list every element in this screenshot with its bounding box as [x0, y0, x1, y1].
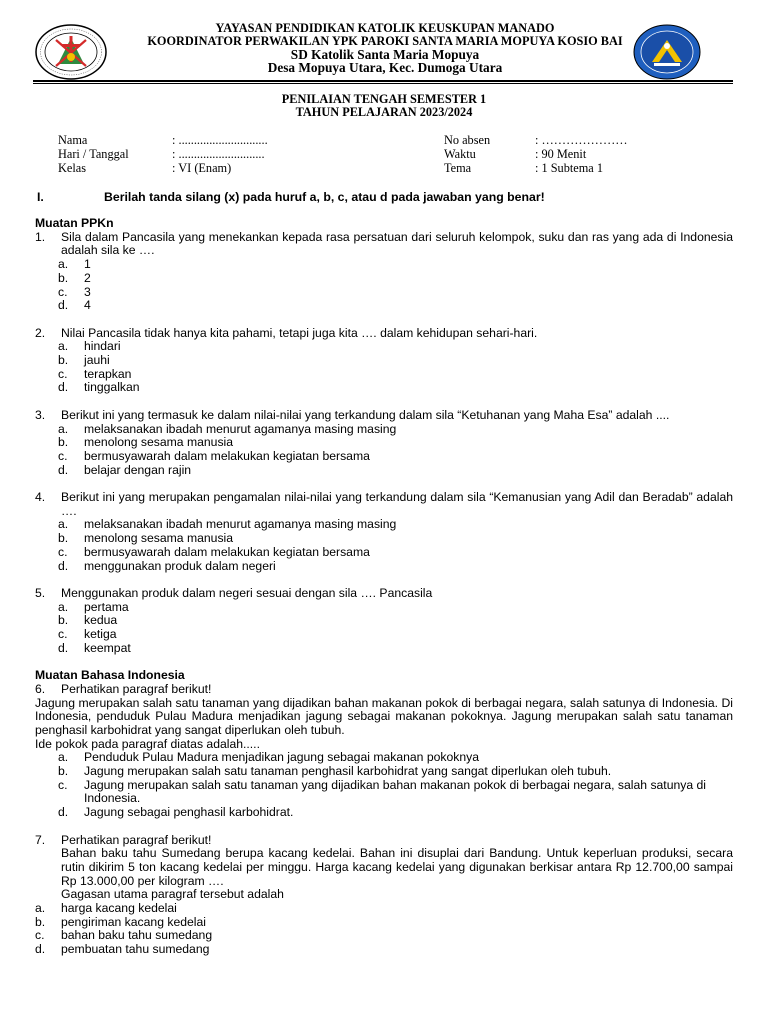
option-letter: b. — [58, 764, 69, 779]
question-text: Berikut ini yang merupakan pengamalan nilai-nilai yang terkandung dalam sila “Kemanusian yang Adil dan Beradab” adalah …. — [61, 490, 733, 518]
exam-content — [35, 217, 733, 957]
option-text: 1 — [84, 257, 91, 272]
option[interactable] — [58, 340, 733, 354]
question-prompt: Perhatikan paragraf berikut! — [61, 832, 212, 847]
option-letter: c. — [35, 928, 45, 943]
school-letterhead — [120, 22, 650, 74]
reading-paragraph-6: Jagung merupakan salah satu tanaman yang dijadikan bahan makanan pokok di berbagai negara, salah satunya di Indonesia. Di Indonesia, penduduk Pulau Madura menjadikan jagung sebagai makanan pokoknya. Jagung merupakan salah satu tanaman penghasil karbohidrat yang sangat diperlukan oleh tubuh. — [35, 695, 733, 737]
option-letter: b. — [58, 353, 69, 368]
tut-wuri-handayani-logo — [632, 24, 702, 80]
option-letter: d. — [58, 380, 69, 395]
option[interactable] — [58, 423, 733, 437]
info-row-absen — [444, 133, 734, 147]
option[interactable] — [58, 546, 733, 560]
question-text: Gagasan utama paragraf tersebut adalah — [61, 887, 284, 902]
option-text: pertama — [84, 599, 129, 614]
info-label: Kelas — [58, 161, 86, 175]
option[interactable] — [58, 286, 733, 300]
option[interactable] — [58, 354, 733, 368]
question-7 — [35, 834, 733, 848]
option-text: bermusyawarah dalam melakukan kegiatan bersama — [84, 544, 370, 559]
option-letter: a. — [58, 599, 69, 614]
question-prompt: Perhatikan paragraf berikut! — [61, 681, 212, 696]
option[interactable] — [58, 464, 733, 478]
option[interactable] — [58, 628, 733, 642]
options-q6 — [35, 751, 733, 820]
option[interactable] — [58, 806, 733, 820]
option-text: menggunakan produk dalam negeri — [84, 558, 276, 573]
option[interactable] — [58, 532, 733, 546]
option-text: ketiga — [84, 627, 117, 642]
option-letter: c. — [58, 366, 68, 381]
option-letter: a. — [58, 421, 69, 436]
option-letter: c. — [58, 284, 68, 299]
option-letter: a. — [58, 339, 69, 354]
question-1 — [35, 231, 733, 258]
option-text: 2 — [84, 270, 91, 285]
option-letter: b. — [58, 435, 69, 450]
option-text: kedua — [84, 613, 118, 628]
name-field: : ............................. — [172, 133, 268, 147]
time-field: : 90 Menit — [535, 147, 587, 161]
option-text: menolong sesama manusia — [84, 531, 234, 546]
options-q3 — [35, 423, 733, 478]
question-text: Berikut ini yang termasuk ke dalam nilai-nilai yang terkandung dalam sila “Ketuhanan yang Maha Esa” adalah .... — [61, 407, 670, 422]
option[interactable] — [58, 779, 733, 806]
instruction-number: I. — [37, 190, 44, 204]
option[interactable] — [58, 642, 733, 656]
question-text: Menggunakan produk dalam negeri sesuai dengan sila …. Pancasila — [61, 585, 433, 600]
ypk-logo — [34, 24, 108, 80]
option-text: Jagung sebagai penghasil karbohidrat. — [84, 805, 294, 820]
instruction-text: Berilah tanda silang (x) pada huruf a, b, c, atau d pada jawaban yang benar! — [104, 190, 545, 204]
option-text: pengiriman kacang kedelai — [61, 914, 206, 929]
option-letter: c. — [58, 448, 68, 463]
question-text: Ide pokok pada paragraf diatas adalah..... — [35, 736, 260, 751]
option-letter: a. — [58, 517, 69, 532]
info-label: Tema — [444, 161, 472, 175]
option-letter: c. — [58, 627, 68, 642]
option-text: menolong sesama manusia — [84, 435, 234, 450]
coordinator-name: KOORDINATOR PERWAKILAN YPK PAROKI SANTA MARIA MOPUYA KOSIO BAI — [147, 34, 623, 48]
option-letter: d. — [35, 942, 46, 957]
option-letter: c. — [58, 777, 68, 792]
option[interactable] — [58, 518, 733, 532]
question-number: 7. — [35, 832, 46, 847]
reading-paragraph-7: Bahan baku tahu Sumedang berupa kacang kedelai. Bahan ini disuplai dari Bandung. Untuk keperluan produksi, secara rutin dikirim 5 ton kacang kedelai per minggu. Harga kacang kedelai yang digunakan berkisar antara Rp 12.700,00 sampai Rp 13.000,00 per kilogram …. — [61, 846, 733, 888]
class-field: : VI (Enam) — [172, 161, 232, 175]
student-info-right — [444, 133, 734, 175]
option-letter: b. — [35, 914, 46, 929]
option-text: jauhi — [84, 353, 110, 368]
option[interactable] — [58, 614, 733, 628]
question-number: 5. — [35, 585, 46, 600]
option-text: 3 — [84, 284, 91, 299]
option-letter: b. — [58, 531, 69, 546]
question-number: 6. — [35, 681, 46, 696]
option-letter: d. — [58, 462, 69, 477]
option[interactable] — [35, 916, 733, 930]
option[interactable] — [58, 368, 733, 382]
option-text: keempat — [84, 640, 131, 655]
option-letter: a. — [58, 257, 69, 272]
option[interactable] — [35, 943, 733, 957]
option-letter: b. — [58, 270, 69, 285]
question-text: Nilai Pancasila tidak hanya kita pahami, tetapi juga kita …. dalam kehidupan sehari-hari. — [61, 325, 538, 340]
question-text: Sila dalam Pancasila yang menekankan kepada rasa persatuan dari seluruh kelompok, suku dan ras yang ada di Indonesia adalah sila ke …. — [61, 229, 733, 258]
option-text: harga kacang kedelai — [61, 901, 177, 916]
student-info-left — [58, 133, 358, 175]
option[interactable] — [58, 436, 733, 450]
absen-field: : ………………… — [535, 133, 628, 147]
info-label: No absen — [444, 133, 491, 147]
info-row-time — [444, 147, 734, 161]
section-title-bahasa-indonesia: Muatan Bahasa Indonesia — [35, 668, 185, 683]
question-2 — [35, 327, 733, 341]
exam-title — [0, 93, 768, 119]
letterhead-rule-thin — [33, 83, 733, 84]
exam-title-line2: TAHUN PELAJARAN 2023/2024 — [295, 105, 473, 119]
option-text: pembuatan tahu sumedang — [61, 942, 210, 957]
question-5 — [35, 587, 733, 601]
info-row-date — [58, 147, 358, 161]
foundation-name: YAYASAN PENDIDIKAN KATOLIK KEUSKUPAN MANADO — [215, 21, 555, 35]
option[interactable] — [58, 272, 733, 286]
option[interactable] — [58, 450, 733, 464]
option-text: bahan baku tahu sumedang — [61, 928, 213, 943]
question-3 — [35, 409, 733, 423]
options-q2 — [35, 340, 733, 395]
info-label: Waktu — [444, 147, 476, 161]
school-address: Desa Mopuya Utara, Kec. Dumoga Utara — [267, 60, 503, 75]
info-row-class — [58, 161, 358, 175]
info-row-theme — [444, 161, 734, 175]
option[interactable] — [35, 929, 733, 943]
option-text: terapkan — [84, 366, 132, 381]
exam-title-line1: PENILAIAN TENGAH SEMESTER 1 — [281, 92, 487, 106]
option-text: Penduduk Pulau Madura menjadikan jagung sebagai makanan pokoknya — [84, 750, 480, 765]
question-number: 3. — [35, 407, 46, 422]
option-text: bermusyawarah dalam melakukan kegiatan bersama — [84, 448, 370, 463]
question-4 — [35, 491, 733, 518]
option-text: melaksanakan ibadah menurut agamanya masing masing — [84, 421, 397, 436]
info-row-name — [58, 133, 358, 147]
option-text: melaksanakan ibadah menurut agamanya masing masing — [84, 517, 397, 532]
question-number: 4. — [35, 490, 46, 505]
option-text: Jagung merupakan salah satu tanaman penghasil karbohidrat yang sangat diperlukan oleh tubuh. — [84, 764, 612, 779]
option[interactable] — [58, 560, 733, 574]
option-letter: d. — [58, 298, 69, 313]
options-q5 — [35, 601, 733, 656]
option-letter: b. — [58, 613, 69, 628]
option-letter: a. — [58, 750, 69, 765]
letterhead-rule-thick — [33, 80, 733, 82]
option[interactable] — [58, 381, 733, 395]
option-text: 4 — [84, 298, 91, 313]
info-label: Hari / Tanggal — [58, 147, 129, 161]
question-7-body — [35, 847, 733, 902]
option[interactable] — [58, 751, 733, 765]
option-letter: c. — [58, 544, 68, 559]
question-6 — [35, 683, 733, 697]
option[interactable] — [35, 902, 733, 916]
section-title-ppkn: Muatan PPKn — [35, 216, 114, 230]
option[interactable] — [58, 258, 733, 272]
option-text: hindari — [84, 339, 121, 354]
date-field: : ............................ — [172, 147, 265, 161]
options-q1 — [35, 258, 733, 313]
option[interactable] — [58, 601, 733, 615]
option-text: belajar dengan rajin — [84, 462, 192, 477]
option-letter: d. — [58, 640, 69, 655]
option-text: Jagung merupakan salah satu tanaman yang dijadikan bahan makanan pokok di berbagai negara, salah satunya di Indonesia. — [84, 777, 706, 806]
option-text: tinggalkan — [84, 380, 140, 395]
option[interactable] — [58, 765, 733, 779]
option-letter: d. — [58, 558, 69, 573]
question-number: 2. — [35, 325, 46, 340]
info-label: Nama — [58, 133, 88, 147]
option[interactable] — [58, 299, 733, 313]
options-q7 — [35, 902, 733, 957]
school-name: SD Katolik Santa Maria Mopuya — [290, 47, 480, 62]
option-letter: a. — [35, 901, 46, 916]
question-number: 1. — [35, 229, 46, 244]
options-q4 — [35, 518, 733, 573]
theme-field: : 1 Subtema 1 — [535, 161, 603, 175]
option-letter: d. — [58, 805, 69, 820]
